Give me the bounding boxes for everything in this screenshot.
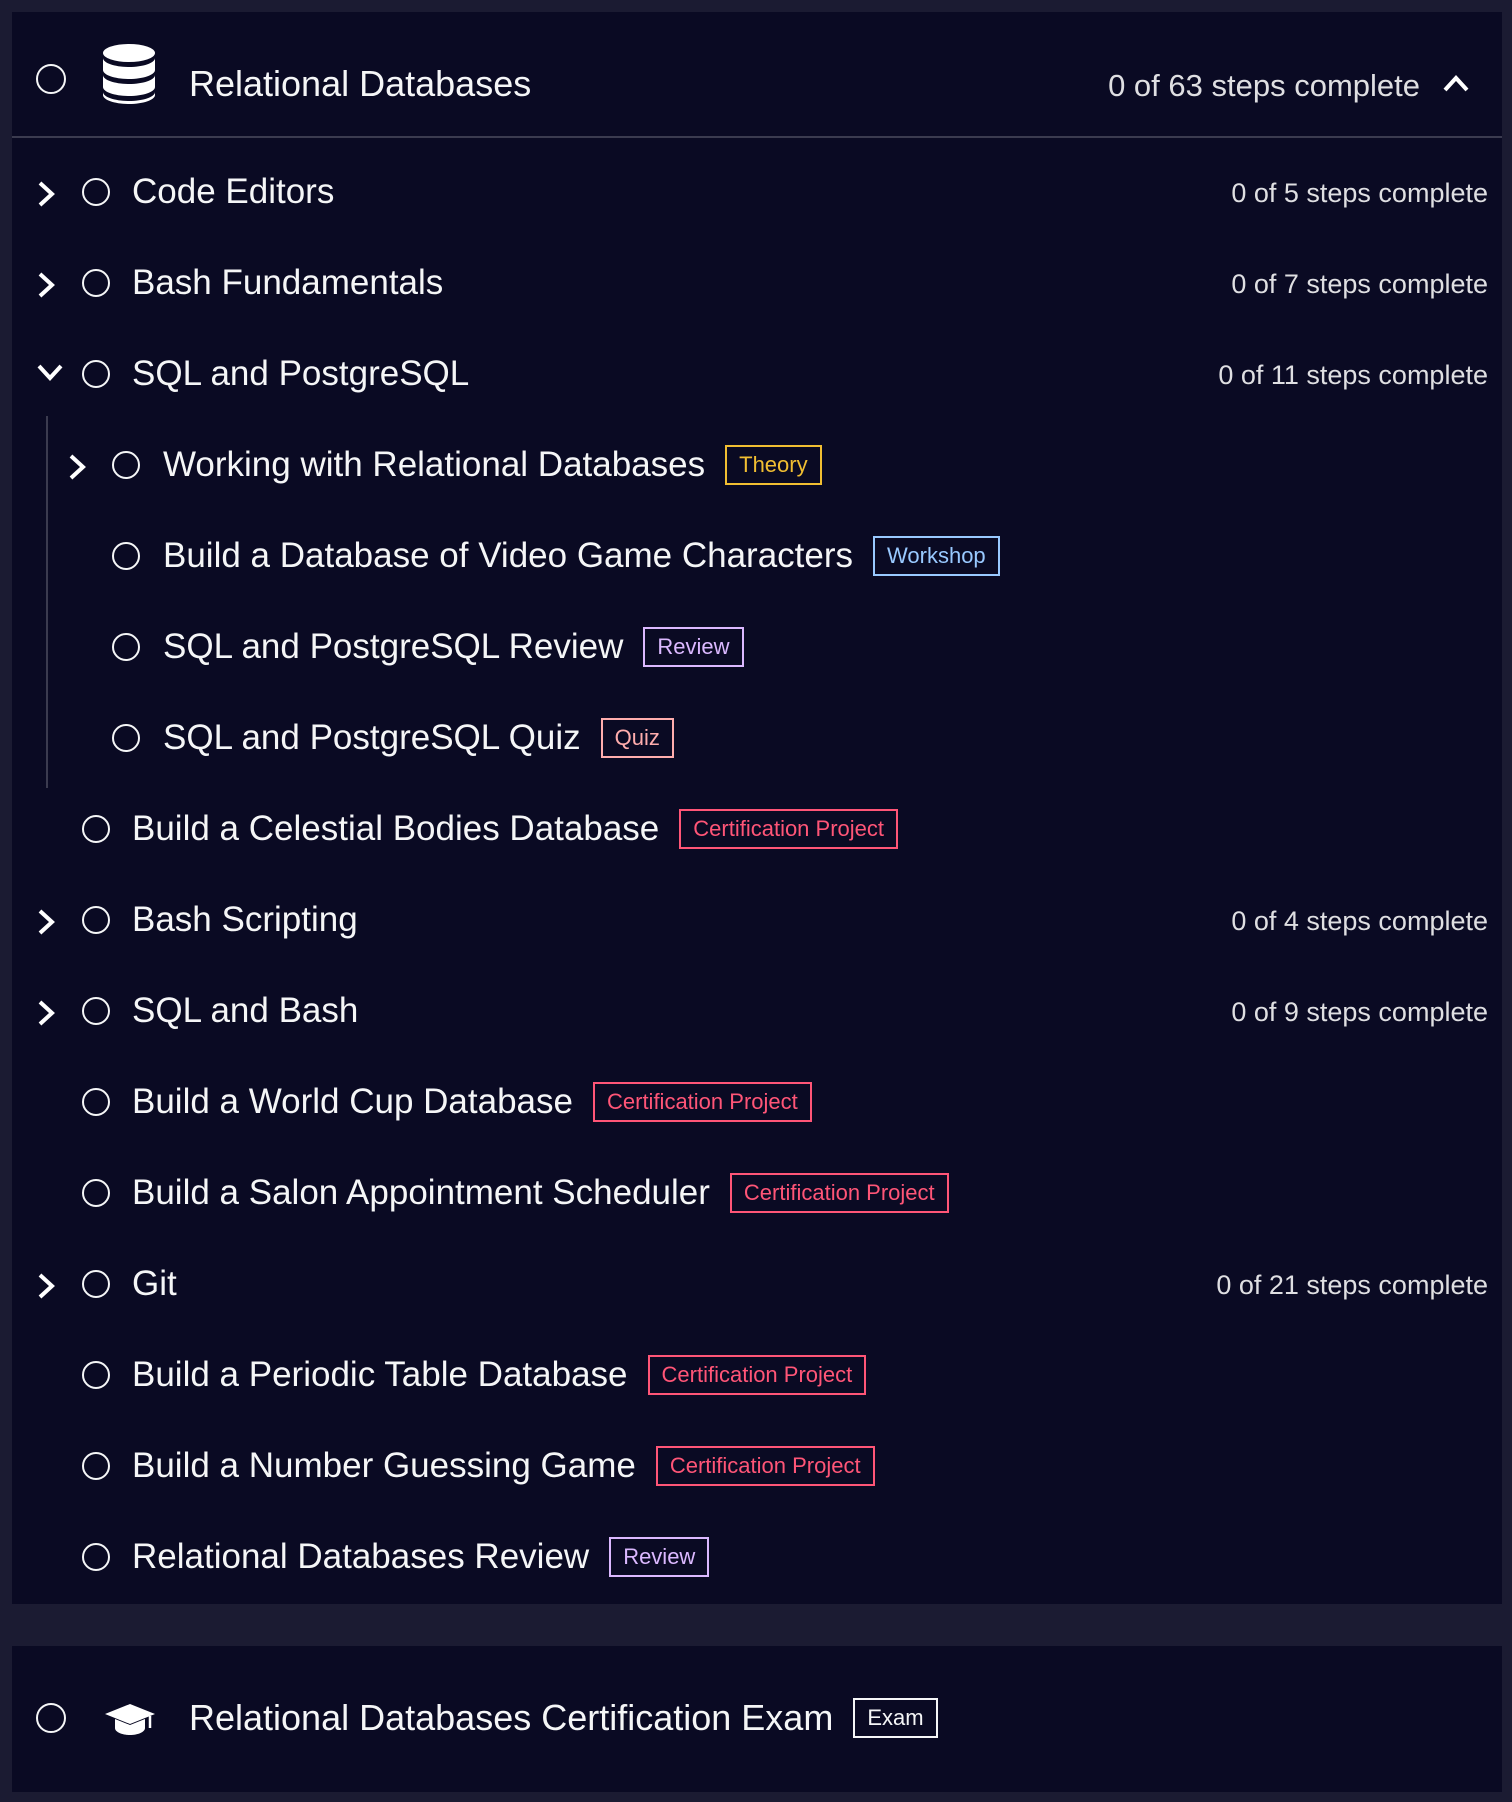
module-label[interactable] xyxy=(132,1173,949,1213)
chevron-up-icon[interactable] xyxy=(1442,74,1470,92)
module-row[interactable] xyxy=(12,248,1502,318)
module-type-badge: Certification Project xyxy=(730,1173,949,1213)
module-title: Relational Databases Review xyxy=(132,1537,590,1576)
module-progress: 0 of 7 steps complete xyxy=(1231,269,1488,299)
chevron-right-icon[interactable] xyxy=(36,999,56,1032)
module-progress: 0 of 4 steps complete xyxy=(1231,906,1488,936)
module-row[interactable] xyxy=(12,1067,1502,1137)
chevron-right-icon[interactable] xyxy=(36,180,56,213)
module-progress: 0 of 21 steps complete xyxy=(1216,1270,1488,1300)
graduation-cap-icon xyxy=(104,1702,156,1736)
module-row[interactable] xyxy=(12,885,1502,955)
module-type-badge: Review xyxy=(609,1537,709,1577)
module-title: Build a World Cup Database xyxy=(132,1082,573,1121)
completion-circle xyxy=(112,542,140,570)
module-title: Build a Celestial Bodies Database xyxy=(132,809,660,848)
module-label[interactable] xyxy=(163,718,674,758)
module-label[interactable] xyxy=(132,1264,177,1304)
module-row[interactable] xyxy=(12,1522,1502,1592)
module-type-badge: Workshop xyxy=(873,536,1000,576)
module-progress: 0 of 11 steps complete xyxy=(1218,360,1488,390)
section-completion-circle xyxy=(36,64,66,94)
module-row[interactable] xyxy=(12,1158,1502,1228)
module-title: Bash Fundamentals xyxy=(132,263,444,302)
exam-title: Relational Databases Certification Exam xyxy=(189,1697,834,1738)
module-row[interactable] xyxy=(12,157,1502,227)
module-type-badge: Certification Project xyxy=(648,1355,867,1395)
module-type-badge: Certification Project xyxy=(656,1446,875,1486)
sub-module-row[interactable] xyxy=(12,521,1502,591)
certification-exam-section[interactable] xyxy=(12,1646,1502,1792)
database-icon xyxy=(102,44,156,104)
section-progress: 0 of 63 steps complete xyxy=(1108,68,1420,103)
module-title: Bash Scripting xyxy=(132,900,358,939)
relational-databases-section xyxy=(12,12,1502,1604)
module-title: SQL and PostgreSQL Quiz xyxy=(163,718,581,757)
completion-circle xyxy=(112,633,140,661)
module-title: Code Editors xyxy=(132,172,335,211)
completion-circle xyxy=(112,451,140,479)
chevron-down-icon[interactable] xyxy=(36,362,64,387)
completion-circle xyxy=(112,724,140,752)
completion-circle xyxy=(82,1452,110,1480)
module-type-badge: Quiz xyxy=(601,718,674,758)
module-title: Git xyxy=(132,1264,177,1303)
completion-circle xyxy=(82,815,110,843)
module-row[interactable] xyxy=(12,794,1502,864)
module-title: SQL and PostgreSQL xyxy=(132,354,470,393)
sub-module-row[interactable] xyxy=(12,703,1502,773)
exam-badge: Exam xyxy=(853,1698,937,1738)
module-row[interactable] xyxy=(12,1340,1502,1410)
module-progress: 0 of 9 steps complete xyxy=(1231,997,1488,1027)
completion-circle xyxy=(82,997,110,1025)
module-label[interactable] xyxy=(163,627,744,667)
module-title: Build a Database of Video Game Characters xyxy=(163,536,854,575)
completion-circle xyxy=(82,1179,110,1207)
completion-circle xyxy=(82,360,110,388)
chevron-right-icon[interactable] xyxy=(36,1272,56,1305)
module-title: Build a Salon Appointment Scheduler xyxy=(132,1173,710,1212)
sub-module-row[interactable] xyxy=(12,612,1502,682)
module-label[interactable] xyxy=(132,991,358,1031)
completion-circle xyxy=(82,1361,110,1389)
sub-module-row[interactable] xyxy=(12,430,1502,500)
module-title: Build a Periodic Table Database xyxy=(132,1355,628,1394)
module-row[interactable] xyxy=(12,1431,1502,1501)
module-label[interactable] xyxy=(132,354,469,394)
module-title: SQL and PostgreSQL Review xyxy=(163,627,624,666)
module-label[interactable] xyxy=(132,1082,812,1122)
module-label[interactable] xyxy=(132,1446,875,1486)
module-progress: 0 of 5 steps complete xyxy=(1231,178,1488,208)
module-label[interactable] xyxy=(132,1537,709,1577)
chevron-right-icon[interactable] xyxy=(36,271,56,304)
module-type-badge: Certification Project xyxy=(679,809,898,849)
module-label[interactable] xyxy=(163,445,822,485)
completion-circle xyxy=(82,178,110,206)
chevron-right-icon[interactable] xyxy=(36,908,56,941)
module-label[interactable] xyxy=(132,900,358,940)
module-title: Build a Number Guessing Game xyxy=(132,1446,636,1485)
exam-title-wrap[interactable] xyxy=(189,1698,938,1738)
module-title: SQL and Bash xyxy=(132,991,359,1030)
completion-circle xyxy=(82,1270,110,1298)
chevron-right-icon[interactable] xyxy=(67,453,87,486)
completion-circle xyxy=(82,1088,110,1116)
completion-circle xyxy=(82,1543,110,1571)
module-type-badge: Theory xyxy=(725,445,821,485)
module-row[interactable] xyxy=(12,976,1502,1046)
module-row[interactable] xyxy=(12,1249,1502,1319)
module-label[interactable] xyxy=(132,172,334,212)
module-label[interactable] xyxy=(132,1355,866,1395)
module-type-badge: Review xyxy=(643,627,743,667)
module-type-badge: Certification Project xyxy=(593,1082,812,1122)
section-header[interactable] xyxy=(12,12,1502,138)
completion-circle xyxy=(82,906,110,934)
exam-completion-circle xyxy=(36,1703,66,1733)
completion-circle xyxy=(82,269,110,297)
module-row[interactable] xyxy=(12,339,1502,409)
section-title: Relational Databases xyxy=(189,63,532,104)
module-label[interactable] xyxy=(163,536,1000,576)
module-label[interactable] xyxy=(132,263,443,303)
module-label[interactable] xyxy=(132,809,898,849)
module-title: Working with Relational Databases xyxy=(163,445,706,484)
